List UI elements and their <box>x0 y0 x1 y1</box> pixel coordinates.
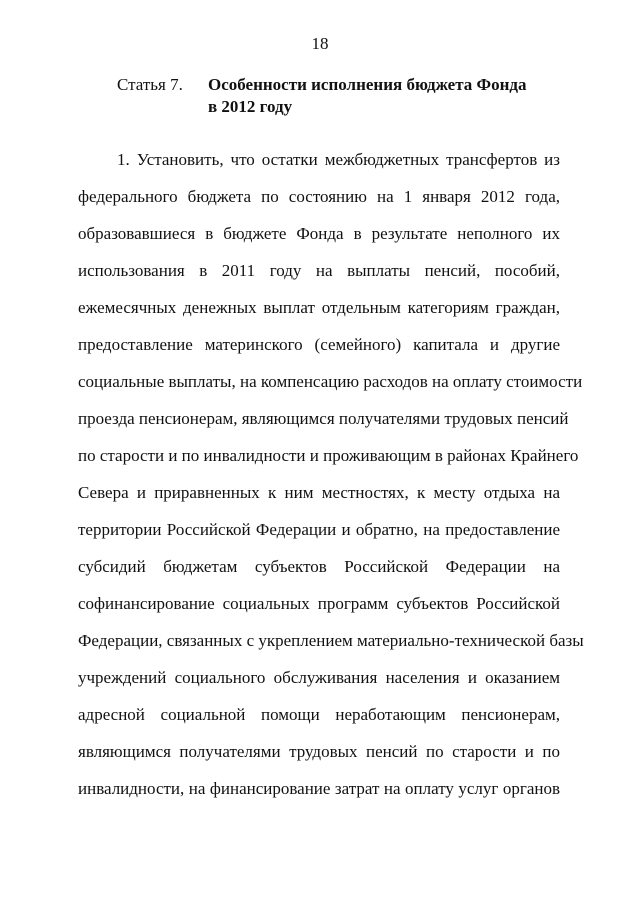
article-title-line-1: Особенности исполнения бюджета Фонда <box>208 75 527 94</box>
paragraph-line: по старости и по инвалидности и проживающим в районах Крайнего <box>78 446 579 465</box>
paragraph-line: федерального бюджета по состоянию на 1 января 2012 года, <box>78 187 560 206</box>
article-title-line-2: в 2012 году <box>208 97 293 116</box>
paragraph-line: предоставление материнского (семейного) капитала и другие <box>78 335 560 354</box>
paragraph-line: адресной социальной помощи неработающим пенсионерам, <box>78 705 560 724</box>
paragraph-line: Федерации, связанных с укреплением материально-технической базы <box>78 631 584 650</box>
paragraph-line: являющимся получателями трудовых пенсий по старости и по <box>78 742 560 761</box>
paragraph-line: 1. Установить, что остатки межбюджетных трансфертов из <box>117 150 560 169</box>
paragraph-line: Севера и приравненных к ним местностях, к месту отдыха на <box>78 483 560 502</box>
article-label: Статья 7. <box>117 75 183 94</box>
article-title <box>208 74 568 118</box>
page-number: 18 <box>311 34 329 53</box>
paragraph-line: учреждений социального обслуживания населения и оказанием <box>78 668 560 687</box>
paragraph-line: социальные выплаты, на компенсацию расходов на оплату стоимости <box>78 372 583 391</box>
paragraph-line: инвалидности, на финансирование затрат на оплату услуг органов <box>78 779 560 798</box>
paragraph-line: использования в 2011 году на выплаты пенсий, пособий, <box>78 261 560 280</box>
paragraph-line: софинансирование социальных программ субъектов Российской <box>78 594 560 613</box>
paragraph-line: субсидий бюджетам субъектов Российской Федерации на <box>78 557 560 576</box>
paragraph-line: ежемесячных денежных выплат отдельным категориям граждан, <box>78 298 560 317</box>
paragraph-line: образовавшиеся в бюджете Фонда в результате неполного их <box>78 224 560 243</box>
paragraph-line: проезда пенсионерам, являющимся получателями трудовых пенсий <box>78 409 569 428</box>
paragraph-line: территории Российской Федерации и обратно, на предоставление <box>78 520 560 539</box>
